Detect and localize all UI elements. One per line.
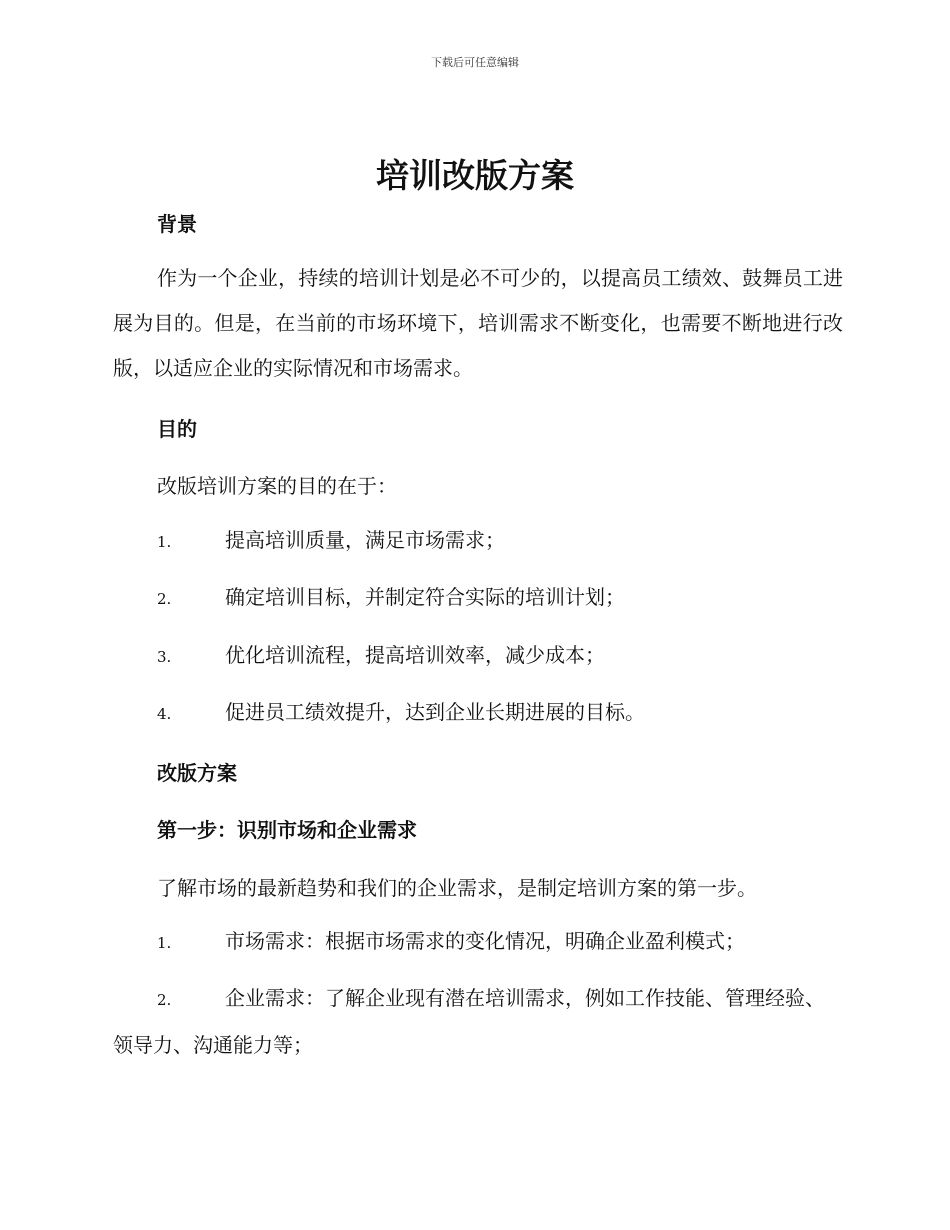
list-item	[113, 518, 843, 565]
section-heading-background: 背景	[157, 212, 197, 236]
list-text: 企业需求：了解企业现有潜在培训需求，例如工作技能、管理经验、领导力、沟通能力等；	[113, 986, 825, 1057]
list-item	[113, 575, 843, 622]
list-item	[113, 919, 843, 966]
list-number: 1.	[157, 934, 172, 952]
list-number: 2.	[157, 991, 172, 1009]
header-note: 下载后可任意编辑	[431, 56, 519, 69]
step-heading: 第一步：识别市场和企业需求	[157, 818, 417, 842]
list-number: 3.	[157, 648, 172, 666]
list-text: 促进员工绩效提升，达到企业长期进展的目标。	[225, 700, 645, 724]
background-paragraph: 作为一个企业，持续的培训计划是必不可少的，以提高员工绩效、鼓舞员工进展为目的。但是，在当前的市场环境下，培训需求不断变化，也需要不断地进行改版，以适应企业的实际情况和市场需求。	[113, 266, 843, 380]
purpose-intro: 改版培训方案的目的在于：	[157, 474, 397, 498]
list-item	[113, 976, 843, 1068]
list-item	[113, 633, 843, 680]
list-number: 2.	[157, 590, 172, 608]
section-heading-purpose: 目的	[157, 417, 197, 441]
list-text: 市场需求：根据市场需求的变化情况，明确企业盈利模式；	[225, 929, 745, 953]
section-heading-plan: 改版方案	[157, 761, 237, 785]
list-text: 优化培训流程，提高培训效率，减少成本；	[225, 643, 605, 667]
document-title: 培训改版方案	[376, 156, 574, 195]
list-text: 提高培训质量，满足市场需求；	[225, 528, 505, 552]
list-item	[113, 690, 843, 737]
list-number: 4.	[157, 705, 172, 723]
step-intro: 了解市场的最新趋势和我们的企业需求，是制定培训方案的第一步。	[157, 876, 757, 900]
list-text: 确定培训目标，并制定符合实际的培训计划；	[225, 585, 625, 609]
list-number: 1.	[157, 533, 172, 551]
